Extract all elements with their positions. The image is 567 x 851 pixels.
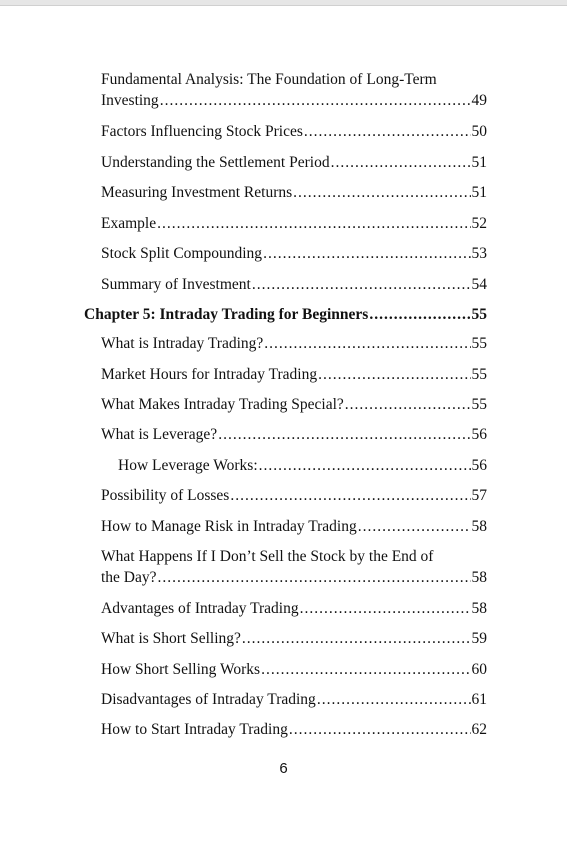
- dot-leader: [242, 628, 471, 649]
- toc-entry-title: What Makes Intraday Trading Special?: [101, 396, 344, 413]
- toc-entry-settlement-period[interactable]: [101, 152, 487, 173]
- toc-entry-title: Factors Influencing Stock Prices: [101, 123, 303, 140]
- toc-entry-page: 60: [471, 661, 487, 678]
- toc-entry-advantages[interactable]: [101, 598, 487, 619]
- toc-entry-possibility-losses[interactable]: [101, 485, 487, 506]
- toc-entry-how-short-selling-works[interactable]: [101, 659, 487, 680]
- dot-leader: [158, 567, 471, 588]
- toc-entry-short-selling[interactable]: [101, 628, 487, 649]
- dot-leader: [318, 364, 470, 385]
- toc-entry-title: Market Hours for Intraday Trading: [101, 366, 318, 383]
- dot-leader: [304, 121, 471, 142]
- dot-leader: [369, 304, 470, 325]
- toc-entry-page: 49: [471, 92, 487, 109]
- toc-entry-title: Summary of Investment: [101, 276, 251, 293]
- dot-leader: [331, 152, 471, 173]
- toc-entry-title: How Leverage Works:: [118, 457, 258, 474]
- dot-leader: [230, 485, 470, 506]
- toc-entry-title: the Day?: [101, 569, 157, 586]
- dot-leader: [264, 333, 470, 354]
- toc-entry-what-is-intraday[interactable]: [101, 333, 487, 354]
- toc-entry-investment-returns[interactable]: [101, 182, 487, 203]
- dot-leader: [289, 719, 471, 740]
- toc-entry-factors-stock-prices[interactable]: [101, 121, 487, 142]
- toc-entry-title: Stock Split Compounding: [101, 245, 263, 262]
- dot-leader: [293, 182, 470, 203]
- toc-entry-title: Measuring Investment Returns: [101, 184, 293, 201]
- toc-entry-disadvantages[interactable]: [101, 689, 487, 710]
- toc-entry-title: Possibility of Losses: [101, 487, 230, 504]
- toc-entry-page: 56: [471, 426, 487, 443]
- dot-leader: [261, 659, 470, 680]
- dot-leader: [358, 516, 471, 537]
- toc-entry-title: Understanding the Settlement Period: [101, 154, 330, 171]
- toc-entry-title: What is Leverage?: [101, 426, 218, 443]
- page-number: 6: [279, 760, 288, 777]
- toc-subentry-how-leverage-works[interactable]: [118, 455, 487, 476]
- dot-leader: [345, 394, 471, 415]
- toc-entry-title: Investing: [101, 92, 159, 109]
- toc-entry-title-line: Fundamental Analysis: The Foundation of Long-Term: [101, 71, 437, 88]
- toc-entry-page: 56: [471, 457, 487, 474]
- dot-leader: [160, 90, 471, 111]
- toc-entry-page: 54: [471, 276, 487, 293]
- dot-leader: [157, 213, 470, 234]
- toc-entry-title: Advantages of Intraday Trading: [101, 600, 299, 617]
- toc-entry-page: 55: [471, 396, 487, 413]
- toc-entry-page: 58: [471, 518, 487, 535]
- toc-entry-page: 55: [471, 306, 487, 323]
- toc-entry-stock-split[interactable]: [101, 243, 487, 264]
- toc-entry-fundamental-analysis[interactable]: [101, 69, 487, 111]
- dot-leader: [263, 243, 470, 264]
- toc-entry-how-to-start[interactable]: [101, 719, 487, 740]
- toc-entry-manage-risk[interactable]: [101, 516, 487, 537]
- toc-entry-what-is-leverage[interactable]: [101, 424, 487, 445]
- toc-entry-page: 58: [471, 569, 487, 586]
- dot-leader: [300, 598, 471, 619]
- toc-entry-page: 58: [471, 600, 487, 617]
- toc-entry-title: How Short Selling Works: [101, 661, 261, 678]
- toc-entry-page: 55: [471, 366, 487, 383]
- toc-entry-title: How to Start Intraday Trading: [101, 721, 288, 738]
- toc-entry-summary-investment[interactable]: [101, 274, 487, 295]
- toc-entry-page: 62: [471, 721, 487, 738]
- page-top-border: [0, 0, 567, 6]
- toc-entry-title: How to Manage Risk in Intraday Trading: [101, 518, 357, 535]
- toc-entry-dont-sell-by-end[interactable]: [101, 546, 487, 588]
- dot-leader: [218, 424, 470, 445]
- toc-entry-market-hours[interactable]: [101, 364, 487, 385]
- dot-leader: [259, 455, 471, 476]
- toc-entry-title: What is Intraday Trading?: [101, 335, 264, 352]
- toc-entry-page: 57: [471, 487, 487, 504]
- dot-leader: [317, 689, 471, 710]
- toc-entry-page: 61: [471, 691, 487, 708]
- toc-entry-page: 52: [471, 215, 487, 232]
- toc-entry-page: 53: [471, 245, 487, 262]
- toc-entry-title: What is Short Selling?: [101, 630, 241, 647]
- toc-entry-page: 59: [471, 630, 487, 647]
- toc-entry-example[interactable]: [101, 213, 487, 234]
- toc-entry-page: 55: [471, 335, 487, 352]
- toc-entry-page: 51: [471, 184, 487, 201]
- toc-entry-page: 51: [471, 154, 487, 171]
- toc-chapter-5[interactable]: [84, 304, 487, 325]
- toc-entry-title-line: What Happens If I Don’t Sell the Stock by the End of: [101, 548, 434, 565]
- toc-entry-title: Example: [101, 215, 157, 232]
- toc-entry-intraday-special[interactable]: [101, 394, 487, 415]
- toc-entry-title: Disadvantages of Intraday Trading: [101, 691, 316, 708]
- dot-leader: [252, 274, 471, 295]
- toc-chapter-title: Chapter 5: Intraday Trading for Beginners: [84, 306, 369, 323]
- toc-entry-page: 50: [471, 123, 487, 140]
